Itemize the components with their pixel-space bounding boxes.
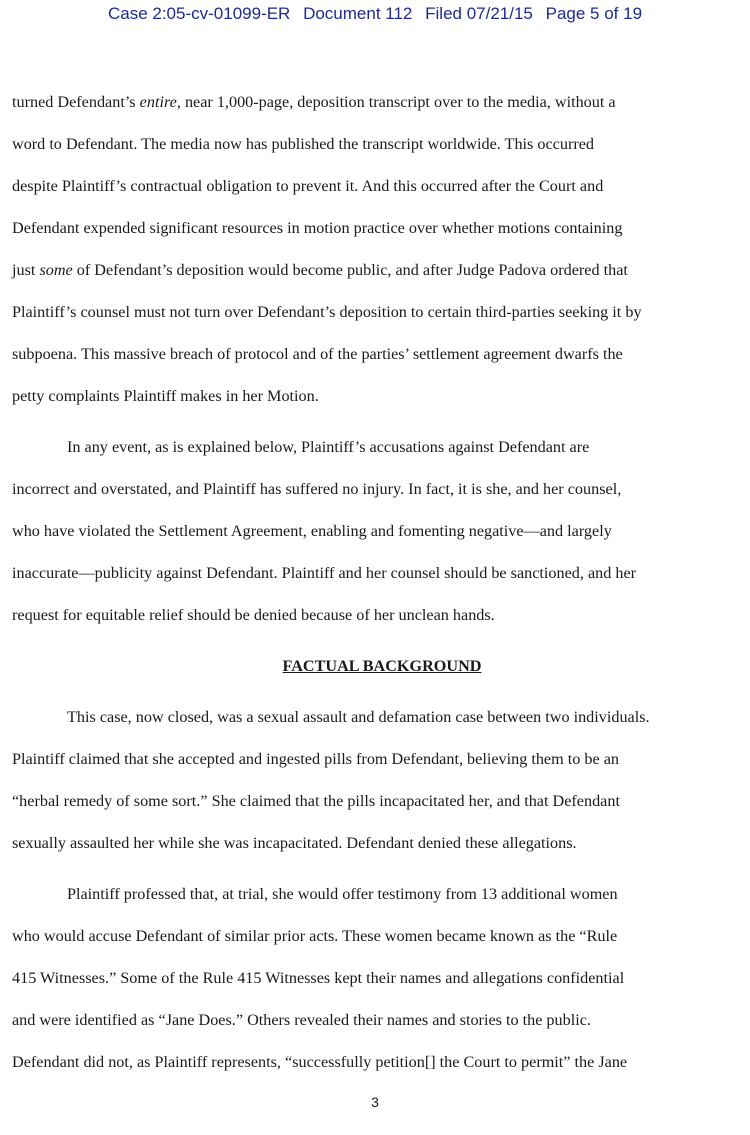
paragraph-line: Defendant expended significant resources in motion practice over whether motions containing [12,219,623,237]
filed-date: Filed 07/21/15 [425,4,533,23]
paragraph-line: sexually assaulted her while she was incapacitated. Defendant denied these allegations. [12,834,577,852]
paragraph-line: despite Plaintiff’s contractual obligation to prevent it. And this occurred after the Court and [12,177,604,195]
paragraph-line: who have violated the Settlement Agreement, enabling and fomenting negative—and largely [12,522,612,540]
page-number: 3 [371,1094,379,1110]
paragraph-line: turned Defendant’s entire, near 1,000-page, deposition transcript over to the media, without a [12,93,616,111]
paragraph-line: petty complaints Plaintiff makes in her Motion. [12,387,319,405]
case-number: Case 2:05-cv-01099-ER [107,4,291,23]
emphasis-entire: entire [139,93,177,111]
paragraph-line: Plaintiff professed that, at trial, she would offer testimony from 13 additional women [67,885,618,903]
paragraph-line: request for equitable relief should be denied because of her unclean hands. [12,606,495,624]
paragraph-line: Plaintiff’s counsel must not turn over Defendant’s deposition to certain third-parties seeking it by [12,303,642,321]
page-indicator: Page 5 of 19 [545,4,643,23]
paragraph-line: incorrect and overstated, and Plaintiff has suffered no injury. In fact, it is she, and her counsel, [12,480,622,498]
paragraph-line: Defendant did not, as Plaintiff represents, “successfully petition[] the Court to permit” the Jane [12,1053,628,1071]
paragraph-line: “herbal remedy of some sort.” She claimed that the pills incapacitated her, and that Defendant [12,792,620,810]
filing-header [0,4,750,24]
paragraph-line: Plaintiff claimed that she accepted and ingested pills from Defendant, believing them to be an [12,750,619,768]
section-heading: FACTUAL BACKGROUND [282,657,482,675]
paragraph-line: and were identified as “Jane Does.” Others revealed their names and stories to the public. [12,1011,591,1029]
paragraph-line: In any event, as is explained below, Plaintiff’s accusations against Defendant are [67,438,590,456]
paragraph-line: who would accuse Defendant of similar prior acts. These women became known as the “Rule [12,927,618,945]
paragraph-line: inaccurate—publicity against Defendant. Plaintiff and her counsel should be sanctioned, and her [12,564,637,582]
paragraph-line: just some of Defendant’s deposition would become public, and after Judge Padova ordered that [12,261,628,279]
paragraph-line: subpoena. This massive breach of protocol and of the parties’ settlement agreement dwarfs the [12,345,623,363]
paragraph-line: 415 Witnesses.” Some of the Rule 415 Witnesses kept their names and allegations confidential [12,969,625,987]
document-number: Document 112 [303,4,413,23]
emphasis-some: some [39,261,73,279]
paragraph-line: This case, now closed, was a sexual assault and defamation case between two individuals. [67,708,650,726]
paragraph-line: word to Defendant. The media now has published the transcript worldwide. This occurred [12,135,594,153]
